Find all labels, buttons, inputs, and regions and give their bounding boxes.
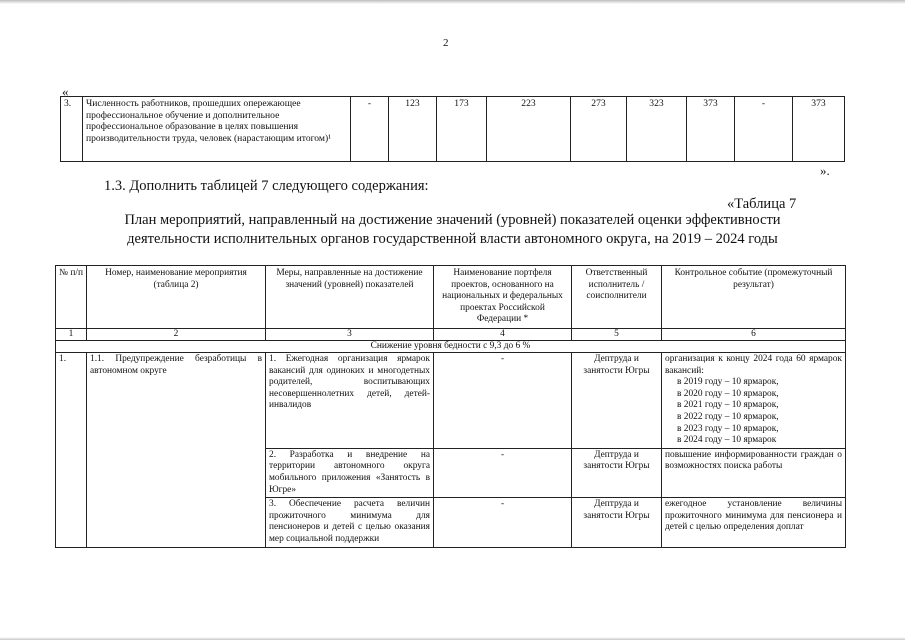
indicator-table — [60, 96, 845, 162]
measure-cell: 1. Ежегодная организация ярмарок вакансий для одиноких и многодетных родителей, воспитывающих несовершеннолетних детей, детей-инвалидов — [266, 353, 434, 449]
column-number: 6 — [662, 329, 846, 341]
plan-table — [55, 265, 846, 548]
column-header: Контрольное событие (промежуточный результат) — [662, 266, 846, 329]
table-caption: «Таблица 7 — [727, 196, 797, 212]
section-title: Снижение уровня бедности с 9,3 до 6 % — [56, 341, 846, 353]
row-number: 3. — [61, 97, 83, 162]
list-item: в 2021 году – 10 ярмарок, — [677, 400, 779, 411]
column-header: Наименование портфеля проектов, основанного на национальных и федеральных проектах Российской Федерации * — [434, 266, 572, 329]
activity-name: 1.1. Предупреждение безработицы в автономном округе — [87, 353, 266, 548]
column-number: 3 — [266, 329, 434, 341]
opening-quote-mark: « — [62, 84, 69, 99]
value-cell: 223 — [487, 97, 571, 162]
list-item: в 2019 году – 10 ярмарок, — [677, 377, 779, 388]
list-item: в 2023 году – 10 ярмарок, — [677, 423, 779, 434]
measure-cell: 3. Обеспечение расчета величин прожиточного минимума для пенсионеров и детей с целью оказания мер социальной поддержки — [266, 498, 434, 547]
column-header: № п/п — [56, 266, 87, 329]
table-header-row — [56, 266, 846, 329]
result-list — [665, 377, 842, 447]
result-cell — [662, 353, 846, 449]
result-cell: ежегодное установление величины прожиточного минимума для пенсионера и детей с целью определения доплат — [662, 498, 846, 547]
value-cell: 373 — [793, 97, 845, 162]
list-item: в 2024 году – 10 ярмарок — [677, 435, 777, 446]
portfolio-cell: - — [434, 353, 572, 449]
value-cell: 123 — [389, 97, 437, 162]
row-number: 1. — [56, 353, 87, 548]
column-number: 1 — [56, 329, 87, 341]
responsible-cell: Дептруда и занятости Югры — [572, 498, 662, 547]
list-item: в 2020 году – 10 ярмарок, — [677, 388, 779, 399]
result-cell: повышение информированности граждан о возможностях поиска работы — [662, 448, 846, 497]
column-number: 2 — [87, 329, 266, 341]
indicator-name: Численность работников, прошедших опережающее профессиональное обучение и дополнительное профессиональное образование в целях повышения производительности труда, человек (нарастающим итогом)¹ — [83, 97, 351, 162]
page-number: 2 — [443, 37, 449, 49]
responsible-cell: Дептруда и занятости Югры — [572, 353, 662, 449]
value-cell: 173 — [437, 97, 487, 162]
value-cell: - — [351, 97, 389, 162]
list-item: в 2022 году – 10 ярмарок, — [677, 411, 779, 422]
column-number-row — [56, 329, 846, 341]
column-header: Меры, направленные на достижение значений (уровней) показателей — [266, 266, 434, 329]
measure-cell: 2. Разработка и внедрение на территории автономного округа мобильного приложения «Занятость в Югре» — [266, 448, 434, 497]
section-heading: 1.3. Дополнить таблицей 7 следующего содержания: — [104, 178, 429, 194]
value-cell: 373 — [687, 97, 735, 162]
column-header: Номер, наименование мероприятия (таблица 2) — [87, 266, 266, 329]
table-row — [56, 353, 846, 449]
column-number: 4 — [434, 329, 572, 341]
scan-edge-top — [0, 0, 905, 4]
table-row — [61, 97, 845, 162]
column-header: Ответственный исполнитель / соисполнители — [572, 266, 662, 329]
portfolio-cell: - — [434, 498, 572, 547]
closing-quote-mark: ». — [820, 163, 830, 178]
plan-title-line: План мероприятий, направленный на достижение значений (уровней) показателей оценки эффективности — [124, 212, 781, 228]
section-row — [56, 341, 846, 353]
responsible-cell: Дептруда и занятости Югры — [572, 448, 662, 497]
column-number: 5 — [572, 329, 662, 341]
result-intro: организация к концу 2024 года 60 ярмарок вакансий: — [665, 354, 842, 376]
value-cell: 323 — [627, 97, 687, 162]
value-cell: 273 — [571, 97, 627, 162]
value-cell: - — [735, 97, 793, 162]
portfolio-cell: - — [434, 448, 572, 497]
plan-title — [60, 211, 845, 249]
plan-title-line: деятельности исполнительных органов государственной власти автономного округа, на 2019 – 2024 годы — [127, 231, 778, 247]
